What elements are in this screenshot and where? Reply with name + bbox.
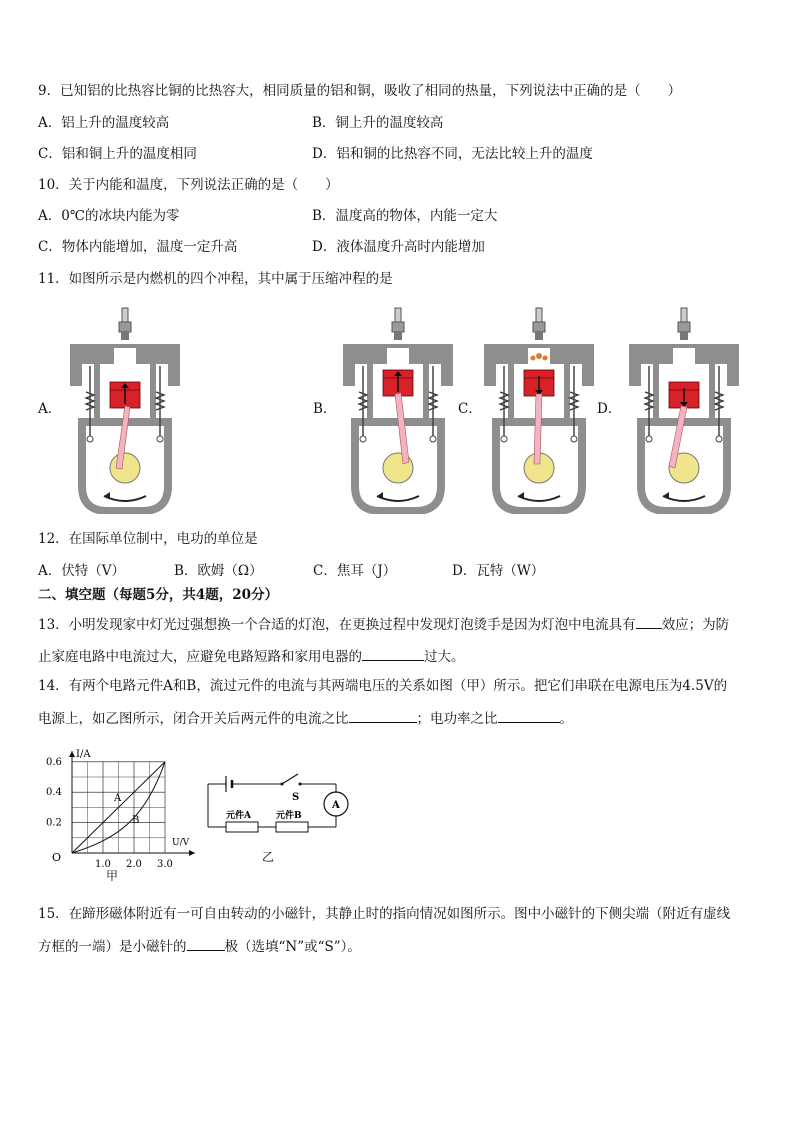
q13-text-3: 止家庭电路中电流过大，应避免电路短路和家用电器的 [38, 649, 362, 665]
circuit-caption: 乙 [262, 850, 275, 864]
section-heading: 二、填空题（每题5分，共4题，20分） [38, 587, 279, 603]
q13-text-2: 效应；为防 [661, 617, 730, 633]
switch-icon [281, 774, 302, 786]
iu-graph [40, 745, 200, 885]
y-tick-label: 0.6 [46, 756, 62, 768]
spark-icon [531, 353, 548, 361]
q13-blank-1[interactable] [636, 614, 662, 629]
q15-text-2: 极（选填“N”或“S”）。 [224, 939, 361, 955]
q12-stem: 12．在国际单位制中，电功的单位是 [38, 531, 258, 547]
q9-option-c[interactable]: C．铝和铜上升的温度相同 [38, 146, 197, 162]
curve-label-a: A [114, 793, 122, 804]
q11-stem: 11．如图所示是内燃机的四个冲程，其中属于压缩冲程的是 [38, 271, 393, 287]
q12-option-c[interactable]: C．焦耳（J） [313, 563, 397, 579]
q13-line2 [38, 646, 465, 666]
engine-diagram-d [623, 306, 747, 514]
x-tick-label: 2.0 [126, 859, 142, 870]
q14-text-2: ；电功率之比 [416, 711, 498, 727]
q10-option-d[interactable]: D．液体温度升高时内能增加 [312, 239, 485, 255]
q13-text-1: 13．小明发现家中灯光过强想换一个合适的灯泡，在更换过程中发现灯泡烫手是因为灯泡中电流具有 [38, 617, 636, 633]
ammeter-label: A [332, 800, 340, 811]
q15-line1: 15．在蹄形磁体附近有一可自由转动的小磁针，其静止时的指向情况如图所示。图中小磁针的下侧尖端（附近有虚线 [38, 906, 731, 922]
y-tick-label: 0.4 [46, 787, 62, 799]
q14-line1: 14．有两个电路元件A和B，流过元件的电流与其两端电压的关系如图（甲）所示。把它们串联在电源电压为4.5V的 [38, 678, 728, 694]
graph-caption: 甲 [106, 869, 119, 883]
q9-option-d[interactable]: D．铝和铜的比热容不同，无法比较上升的温度 [312, 146, 593, 162]
origin-label: O [52, 851, 62, 864]
x-tick-label: 3.0 [157, 859, 173, 870]
x-axis-label: U/V [172, 838, 190, 848]
y-axis-arrow-icon [69, 751, 75, 757]
q9-stem: 9．已知铝的比热容比铜的比热容大，相同质量的铝和铜，吸收了相同的热量，下列说法中正确的是（ ） [38, 83, 682, 99]
element-b-resistor [276, 822, 308, 832]
q9-option-b[interactable]: B．铜上升的温度较高 [312, 115, 444, 131]
engine-diagram-c [478, 306, 602, 514]
q9-option-a[interactable]: A．铝上升的温度较高 [38, 115, 170, 131]
q14-line2 [38, 708, 573, 728]
q15-line2 [38, 936, 361, 956]
curve-label-b: B [132, 815, 140, 826]
q12-option-b[interactable]: B．欧姆（Ω） [174, 563, 263, 579]
switch-label: S [292, 792, 300, 803]
q11-option-c[interactable]: C． [458, 401, 482, 417]
battery-icon [226, 776, 232, 792]
q10-stem: 10．关于内能和温度，下列说法正确的是（ ） [38, 177, 339, 193]
element-a-resistor [226, 822, 258, 832]
q10-option-c[interactable]: C．物体内能增加，温度一定升高 [38, 239, 238, 255]
circuit-diagram [200, 770, 360, 870]
engine-diagram-b [337, 306, 461, 514]
element-a-label: 元件A [226, 811, 251, 821]
q14-text-3: 。 [559, 711, 573, 727]
q11-option-b[interactable]: B． [313, 401, 337, 417]
y-tick-label: 0.2 [46, 817, 62, 829]
q12-option-a[interactable]: A．伏特（V） [38, 563, 125, 579]
q14-text-1: 电源上，如乙图所示，闭合开关后两元件的电流之比 [38, 711, 349, 727]
q14-blank-1[interactable] [349, 708, 417, 723]
q10-option-a[interactable]: A．0℃的冰块内能为零 [38, 208, 180, 224]
q13-line1 [38, 614, 729, 634]
x-axis-arrow-icon [189, 850, 195, 856]
q11-option-d[interactable]: D． [597, 401, 622, 417]
q15-blank-1[interactable] [187, 936, 225, 951]
q13-blank-2[interactable] [362, 646, 424, 661]
engine-diagram-a [64, 306, 188, 514]
q14-blank-2[interactable] [498, 708, 560, 723]
q13-text-4: 过大。 [424, 649, 465, 665]
q11-option-a[interactable]: A． [38, 401, 62, 417]
y-axis-label: I/A [76, 749, 91, 760]
q15-text-1: 方框的一端）是小磁针的 [38, 939, 187, 955]
q12-option-d[interactable]: D．瓦特（W） [452, 563, 545, 579]
q10-option-b[interactable]: B．温度高的物体，内能一定大 [312, 208, 498, 224]
x-tick-label: 1.0 [95, 859, 111, 870]
element-b-label: 元件B [276, 811, 302, 821]
